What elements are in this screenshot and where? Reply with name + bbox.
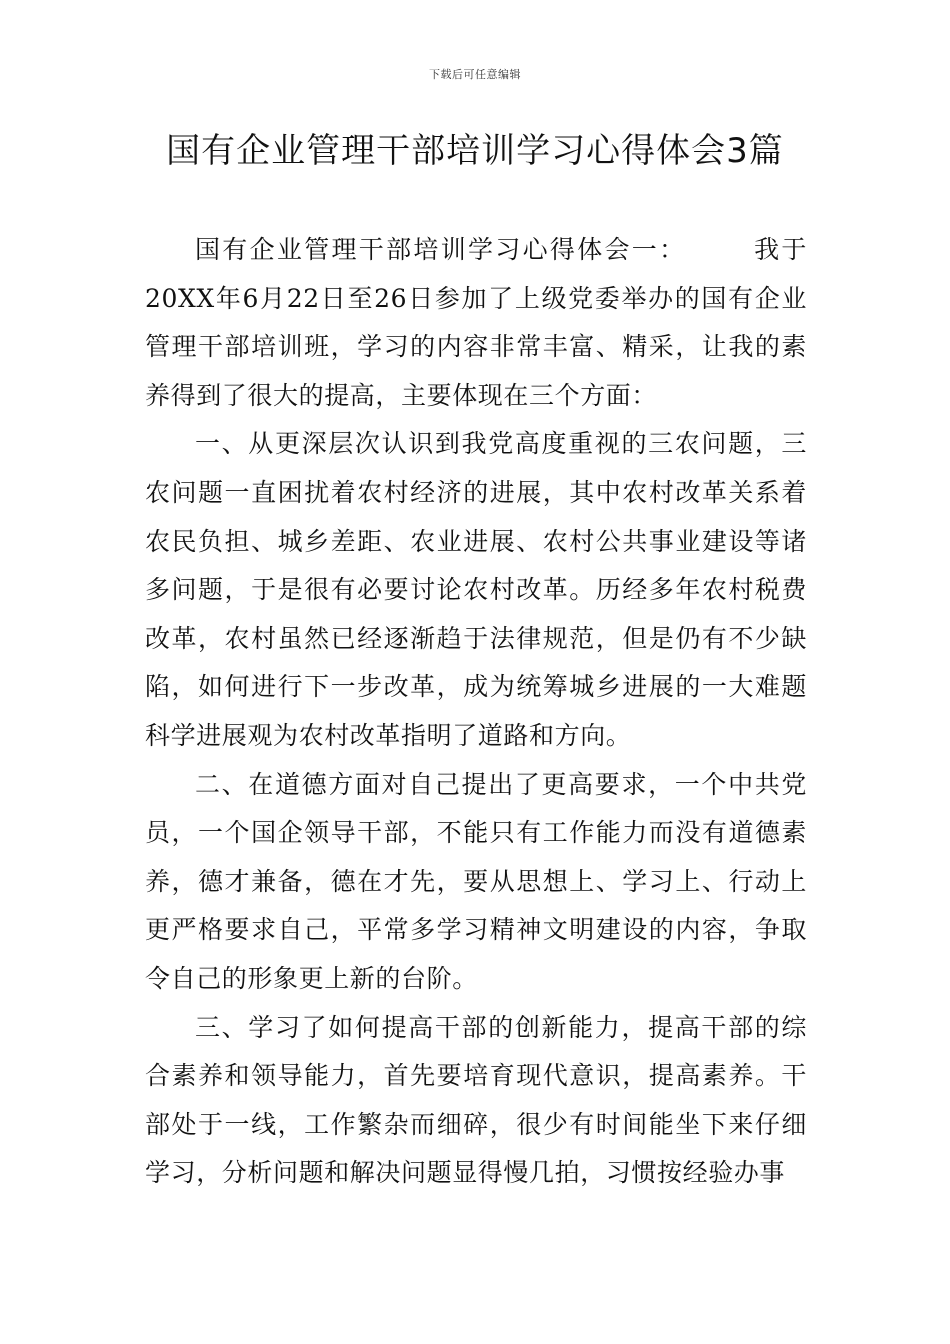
header-note: 下载后可任意编辑 xyxy=(429,68,521,81)
intro-paragraph xyxy=(145,226,807,420)
paragraph-three: 三、学习了如何提高干部的创新能力，提高干部的综合素养和领导能力，首先要培育现代意识，提高素养。干部处于一线，工作繁杂而细碎，很少有时间能坐下来仔细学习，分析问题和解决问题显得慢几拍，习惯按经验办事 xyxy=(145,1012,807,1188)
paragraph-one: 一、从更深层次认识到我党高度重视的三农问题，三农问题一直困扰着农村经济的进展，其中农村改革关系着农民负担、城乡差距、农业进展、农村公共事业建设等诸多问题，于是很有必要讨论农村改革。历经多年农村税费改革，农村虽然已经逐渐趋于法律规范，但是仍有不少缺陷，如何进行下一步改革，成为统筹城乡进展的一大难题科学进展观为农村改革指明了道路和方向。 xyxy=(145,429,807,750)
paragraph-two: 二、在道德方面对自己提出了更高要求，一个中共党员，一个国企领导干部，不能只有工作能力而没有道德素养，德才兼备，德在才先，要从思想上、学习上、行动上更严格要求自己，平常多学习精神文明建设的内容，争取令自己的形象更上新的台阶。 xyxy=(145,769,807,993)
document-body xyxy=(145,226,807,1198)
document-title: 国有企业管理干部培训学习心得体会3篇 xyxy=(166,131,784,171)
intro-text: 我于20XX年6月22日至26日参加了上级党委举办的国有企业管理干部培训班，学习的内容非常丰富、精采，让我的素养得到了很大的提高，主要体现在三个方面： xyxy=(145,235,807,410)
intro-label: 国有企业管理干部培训学习心得体会一： xyxy=(195,235,687,264)
